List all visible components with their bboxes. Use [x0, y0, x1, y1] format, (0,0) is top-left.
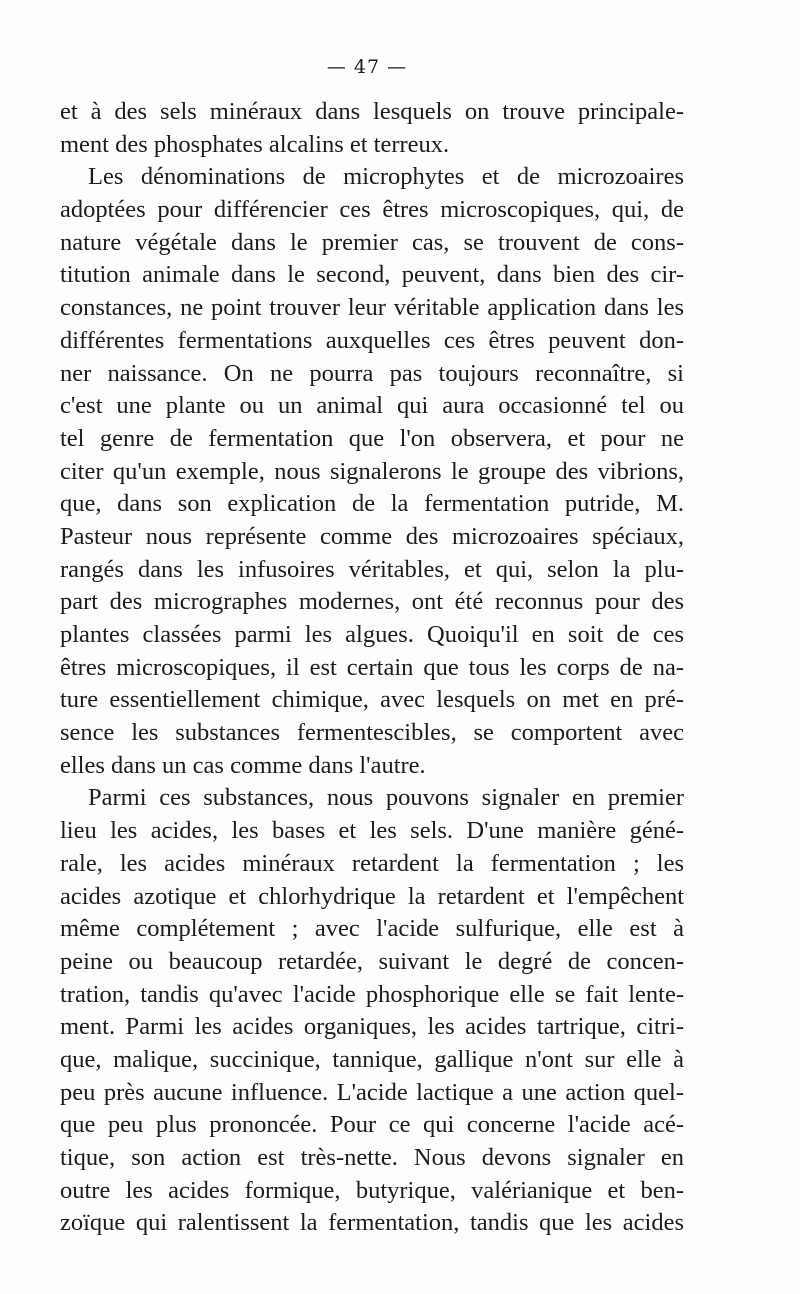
text-line: même complétement ; avec l'acide sulfurique, elle est à	[60, 915, 684, 943]
text-line: sence les substances fermentescibles, se comportent avec	[60, 719, 684, 747]
text-line: elles dans un cas comme dans l'autre.	[60, 751, 426, 779]
text-line: ment des phosphates alcalins et terreux.	[60, 130, 450, 158]
text-line: que peu plus prononcée. Pour ce qui concerne l'acide acé-	[60, 1111, 684, 1139]
text-line: peu près aucune influence. L'acide lactique a une action quel-	[60, 1078, 684, 1106]
text-line: adoptées pour différencier ces êtres microscopiques, qui, de	[60, 196, 684, 224]
text-line: que, malique, succinique, tannique, gallique n'ont sur elle à	[60, 1045, 684, 1073]
text-line: et à des sels minéraux dans lesquels on trouve principale-	[60, 98, 684, 125]
text-line: ture essentiellement chimique, avec lesquels on met en pré-	[60, 686, 684, 714]
text-line: ner naissance. On ne pourra pas toujours reconnaître, si	[60, 359, 684, 387]
text-line: peine ou beaucoup retardée, suivant le degré de concen-	[60, 947, 684, 975]
text-line: tel genre de fermentation que l'on observera, et pour ne	[60, 424, 684, 452]
text-line: tique, son action est très-nette. Nous devons signaler en	[60, 1144, 684, 1171]
text-line: êtres microscopiques, il est certain que tous les corps de na-	[60, 653, 684, 681]
text-line: nature végétale dans le premier cas, se trouvent de cons-	[60, 228, 684, 256]
text-line: rangés dans les infusoires véritables, et qui, selon la plu-	[60, 555, 684, 583]
text-line: citer qu'un exemple, nous signalerons le groupe des vibrions,	[60, 457, 684, 485]
text-line: plantes classées parmi les algues. Quoiqu'il en soit de ces	[60, 621, 684, 648]
text-line: Les dénominations de microphytes et de microzoaires	[88, 163, 684, 191]
text-line: que, dans son explication de la fermentation putride, M.	[60, 490, 684, 518]
text-line: ment. Parmi les acides organiques, les acides tartrique, citri-	[60, 1013, 684, 1041]
text-line: titution animale dans le second, peuvent, dans bien des cir-	[60, 261, 684, 289]
page-number: — 47 —	[326, 56, 408, 78]
text-line: lieu les acides, les bases et les sels. D'une manière géné-	[60, 817, 684, 845]
text-line: différentes fermentations auxquelles ces êtres peuvent don-	[60, 326, 684, 354]
text-line: constances, ne point trouver leur véritable application dans les	[60, 294, 684, 322]
text-line: outre les acides formique, butyrique, valérianique et ben-	[60, 1176, 684, 1204]
text-line: tration, tandis qu'avec l'acide phosphorique elle se fait lente-	[60, 980, 684, 1008]
text-line: Pasteur nous représente comme des microzoaires spéciaux,	[60, 522, 684, 550]
text-line: acides azotique et chlorhydrique la retardent et l'empêchent	[60, 882, 684, 910]
text-line: Parmi ces substances, nous pouvons signaler en premier	[88, 784, 684, 812]
body-text	[60, 96, 684, 1240]
text-line: c'est une plante ou un animal qui aura occasionné tel ou	[60, 392, 684, 420]
text-line: rale, les acides minéraux retardent la fermentation ; les	[60, 849, 684, 877]
text-line: zoïque qui ralentissent la fermentation, tandis que les acides	[60, 1209, 684, 1237]
text-line: part des micrographes modernes, ont été reconnus pour des	[60, 588, 684, 616]
